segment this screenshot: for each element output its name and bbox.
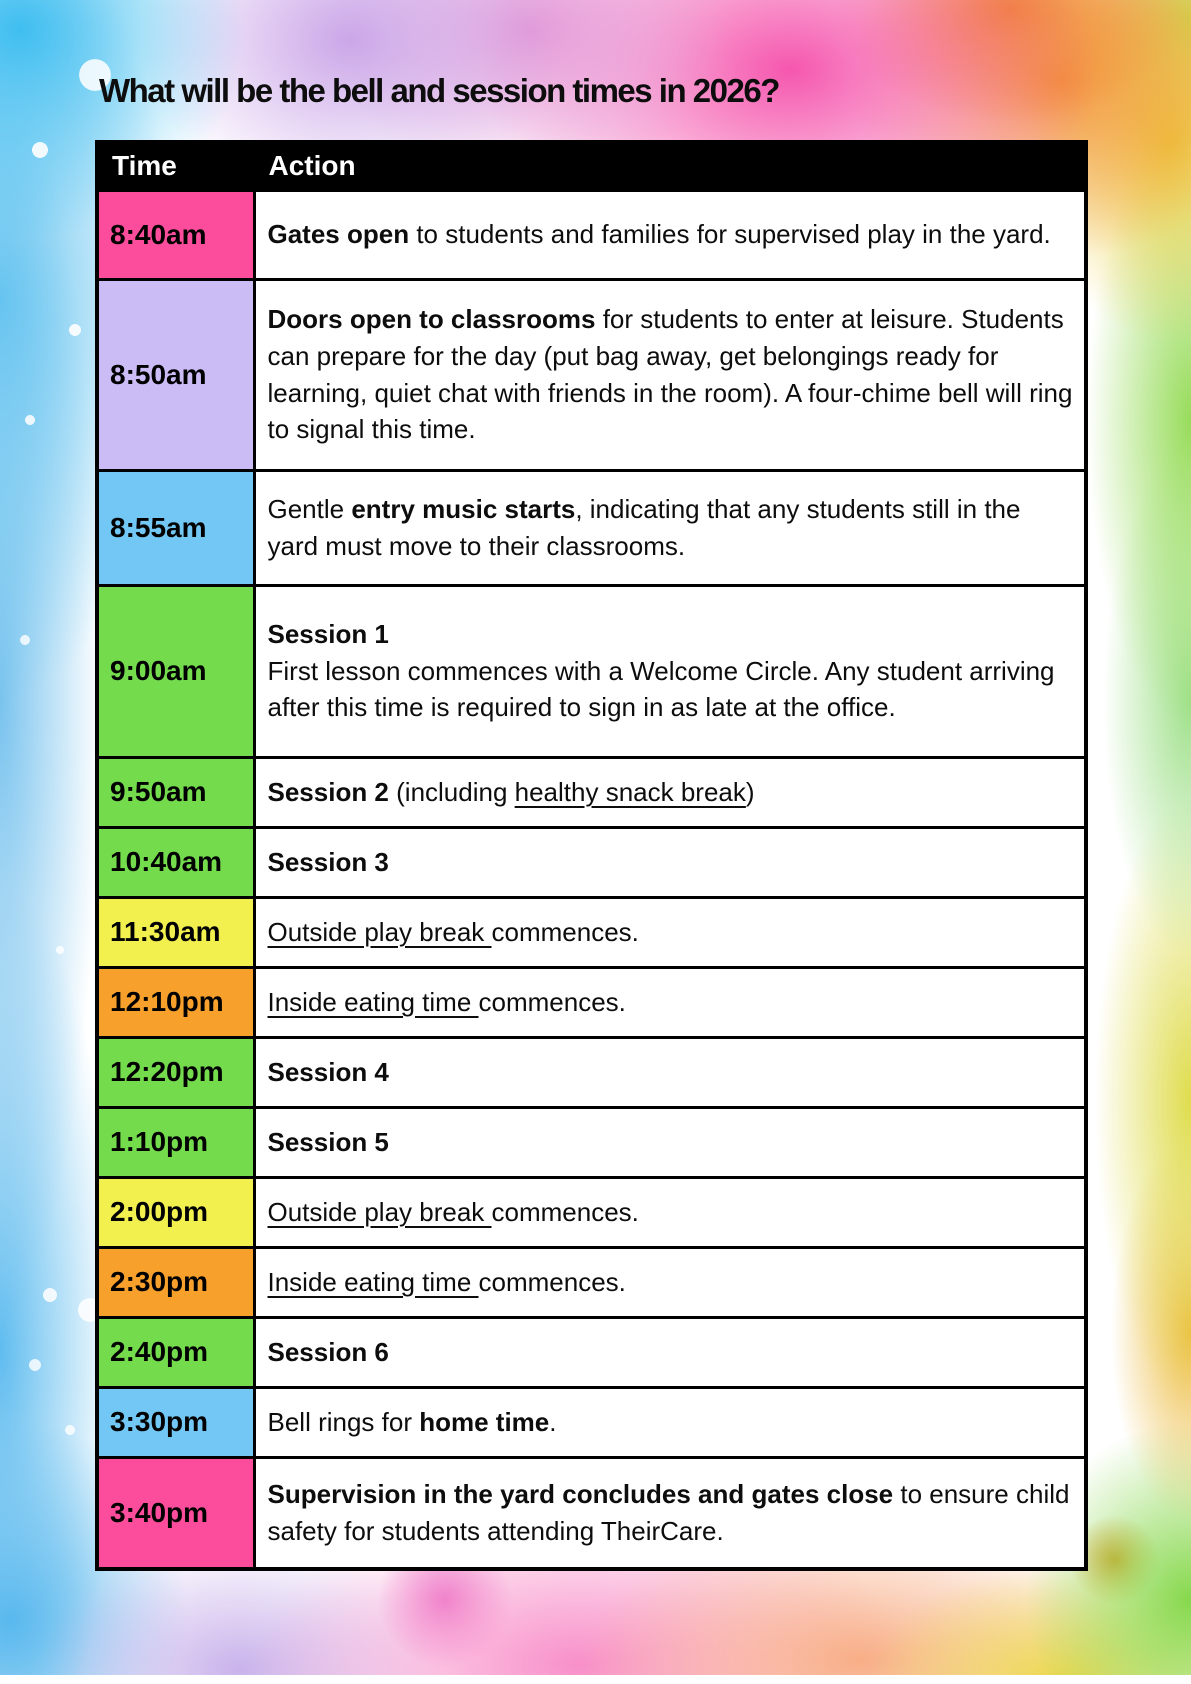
action-text-segment: Session 5 bbox=[267, 1126, 389, 1157]
table-row-1210pm bbox=[97, 967, 1086, 1037]
table-row-200pm bbox=[97, 1177, 1086, 1247]
time-cell: 8:55am bbox=[97, 470, 254, 585]
action-cell bbox=[254, 1037, 1086, 1107]
action-cell bbox=[254, 1177, 1086, 1247]
time-cell: 10:40am bbox=[97, 827, 254, 897]
time-cell: 9:00am bbox=[97, 585, 254, 757]
action-text-segment: . bbox=[549, 1406, 557, 1437]
action-cell bbox=[254, 827, 1086, 897]
action-text-segment: Supervision in the yard concludes and gates close bbox=[267, 1478, 894, 1509]
time-cell: 12:10pm bbox=[97, 967, 254, 1037]
action-text-segment: Session 6 bbox=[267, 1336, 389, 1367]
action-cell bbox=[254, 1317, 1086, 1387]
action-text-segment: Inside eating time bbox=[267, 986, 479, 1017]
time-cell: 9:50am bbox=[97, 757, 254, 827]
page-title: What will be the bell and session times in 2026? bbox=[99, 72, 779, 109]
action-cell bbox=[254, 190, 1086, 279]
table-header-row bbox=[97, 142, 1086, 190]
action-text-segment: commences. bbox=[491, 916, 639, 947]
table-row-850am bbox=[97, 279, 1086, 470]
action-cell bbox=[254, 279, 1086, 470]
action-text-segment: Doors open to classrooms bbox=[267, 303, 596, 334]
action-text-segment: healthy snack break bbox=[514, 776, 746, 807]
action-cell bbox=[254, 585, 1086, 757]
time-cell: 12:20pm bbox=[97, 1037, 254, 1107]
action-text-segment: Outside play break bbox=[267, 1196, 492, 1227]
time-cell: 2:40pm bbox=[97, 1317, 254, 1387]
action-cell bbox=[254, 1457, 1086, 1569]
action-text-segment: First lesson commences with a Welcome Circle. Any student arriving after this time is required to sign in as late at the office. bbox=[267, 655, 1055, 723]
action-text-segment: Session 1 bbox=[267, 618, 389, 649]
action-text-segment: Bell rings for bbox=[267, 1406, 420, 1437]
action-cell bbox=[254, 470, 1086, 585]
table-row-330pm bbox=[97, 1387, 1086, 1457]
column-header-action: Action bbox=[254, 142, 1086, 190]
action-text-segment: commences. bbox=[491, 1196, 639, 1227]
time-cell: 8:40am bbox=[97, 190, 254, 279]
action-cell bbox=[254, 757, 1086, 827]
table-row-230pm bbox=[97, 1247, 1086, 1317]
action-text-segment: Session 2 bbox=[267, 776, 389, 807]
time-cell: 2:00pm bbox=[97, 1177, 254, 1247]
action-text-segment: to students and families for supervised play in the yard. bbox=[409, 219, 1051, 250]
table-row-110pm bbox=[97, 1107, 1086, 1177]
table-row-1130am bbox=[97, 897, 1086, 967]
time-cell: 3:30pm bbox=[97, 1387, 254, 1457]
table-row-1040am bbox=[97, 827, 1086, 897]
table-row-950am bbox=[97, 757, 1086, 827]
action-cell bbox=[254, 1107, 1086, 1177]
table-row-900am bbox=[97, 585, 1086, 757]
time-cell: 11:30am bbox=[97, 897, 254, 967]
table-row-855am bbox=[97, 470, 1086, 585]
time-cell: 2:30pm bbox=[97, 1247, 254, 1317]
action-text-segment: ) bbox=[745, 776, 755, 807]
action-text-segment: commences. bbox=[478, 1266, 626, 1297]
time-cell: 3:40pm bbox=[97, 1457, 254, 1569]
table-row-240pm bbox=[97, 1317, 1086, 1387]
action-text-segment: , indicating that any students still in the yard must move to their classrooms. bbox=[267, 493, 1021, 561]
action-text-segment: commences. bbox=[478, 986, 626, 1017]
time-cell: 1:10pm bbox=[97, 1107, 254, 1177]
action-text-segment: Session 3 bbox=[267, 846, 389, 877]
action-text-segment: Outside play break bbox=[267, 916, 492, 947]
action-text-segment: Gates open bbox=[267, 219, 410, 250]
action-cell bbox=[254, 897, 1086, 967]
action-text-segment: Gentle bbox=[267, 493, 352, 524]
action-cell bbox=[254, 1387, 1086, 1457]
action-text-segment: Inside eating time bbox=[267, 1266, 479, 1297]
action-text-segment: to ensure child safety for students attending TheirCare. bbox=[267, 1478, 1070, 1546]
action-text-segment: entry music starts bbox=[351, 493, 576, 524]
table-row-1220pm bbox=[97, 1037, 1086, 1107]
bell-times-table bbox=[95, 140, 1088, 1571]
action-text-segment: for students to enter at leisure. Students can prepare for the day (put bag away, get belongings ready for learning, quiet chat with friends in the room). A four-chime bell will ring to signal this time. bbox=[267, 303, 1073, 445]
table-row-840am bbox=[97, 190, 1086, 279]
action-text-segment: Session 4 bbox=[267, 1056, 389, 1087]
action-text-segment: home time bbox=[419, 1406, 550, 1437]
table-row-340pm bbox=[97, 1457, 1086, 1569]
action-cell bbox=[254, 967, 1086, 1037]
action-text-segment: (including bbox=[388, 776, 515, 807]
time-cell: 8:50am bbox=[97, 279, 254, 470]
action-cell bbox=[254, 1247, 1086, 1317]
column-header-time: Time bbox=[97, 142, 254, 190]
